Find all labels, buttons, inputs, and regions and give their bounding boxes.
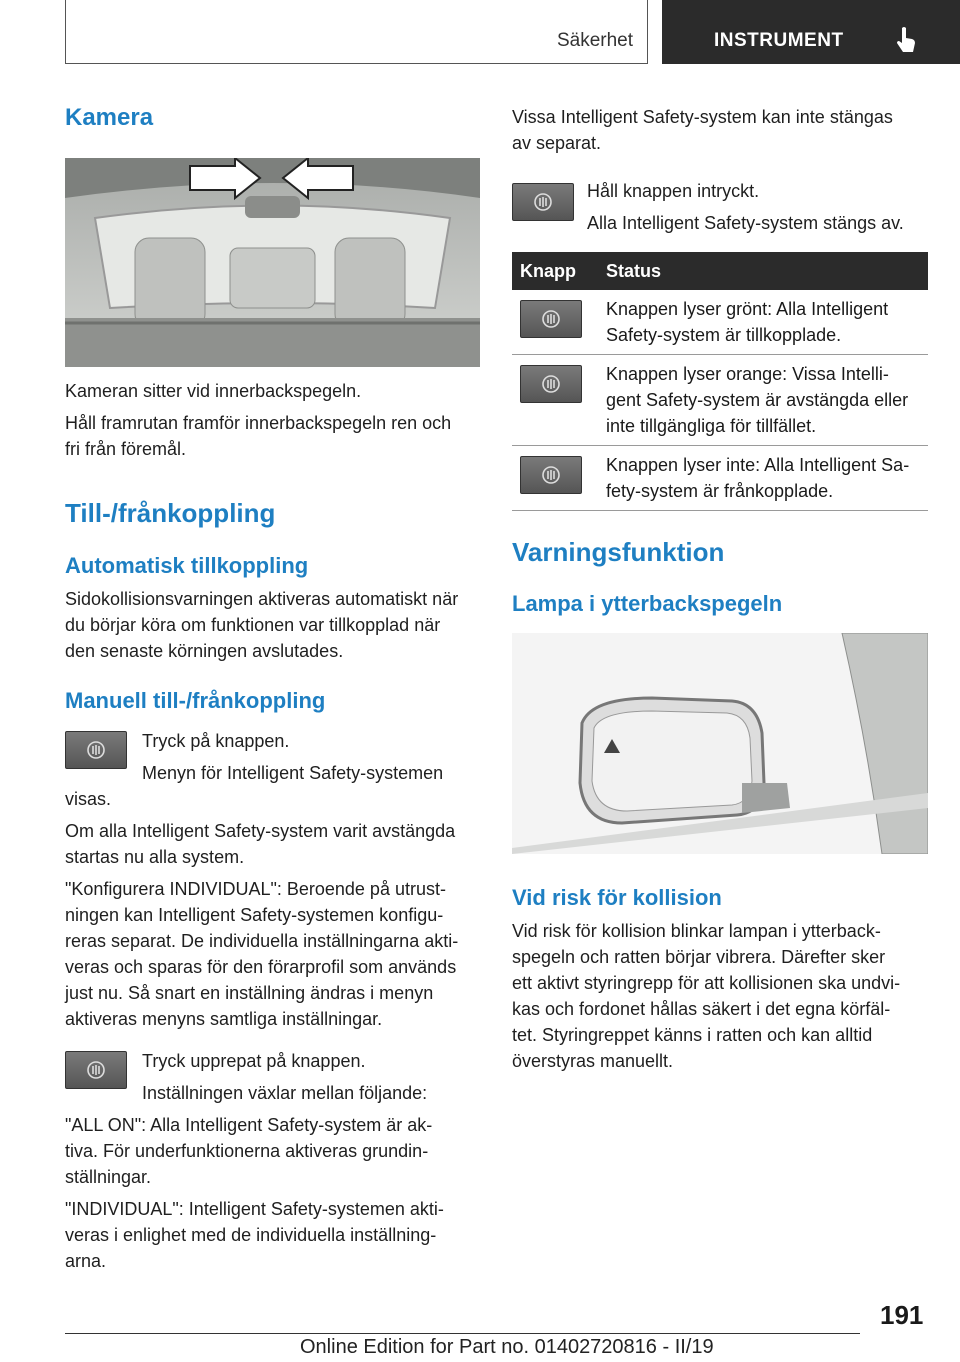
risk-text-6: överstyras manuellt. <box>512 1051 674 1071</box>
camera-text-2b: fri från föremål. <box>65 439 187 459</box>
mirror-photo <box>512 633 928 854</box>
table-header-knapp: Knapp <box>512 252 598 290</box>
camera-heading: Kamera <box>65 104 154 131</box>
repeat-step-1: Tryck upprepat på knappen. <box>142 1051 366 1071</box>
camera-photo <box>65 158 480 367</box>
section-title: Säkerhet <box>556 30 633 51</box>
manual-step-1: Tryck på knappen. <box>142 731 290 751</box>
manual-p2-1: "Konfigurera INDIVIDUAL": Beroende på utrust- <box>65 879 446 899</box>
table-row <box>512 446 928 511</box>
manual-step-2a: Menyn för Intelligent Safety-systemen <box>142 763 444 783</box>
intro-text-2: av separat. <box>512 133 602 153</box>
header-section-tab <box>65 0 648 64</box>
allon-text-3: ställningar. <box>65 1167 152 1187</box>
hold-step-2: Alla Intelligent Safety-system stängs av. <box>587 213 904 233</box>
repeat-step-2: Inställningen växlar mellan följande: <box>142 1083 428 1103</box>
safety-button-icon <box>520 456 582 494</box>
auto-text-3: den senaste körningen avslutades. <box>65 641 344 661</box>
status-line: Safety-system är tillkopplade. <box>606 325 842 345</box>
status-line: inte tillgängliga för tillfället. <box>606 416 817 436</box>
safety-button-icon <box>520 365 582 403</box>
status-line: gent Safety-system är avstängda eller <box>606 390 909 410</box>
manual-p2-3: reras separat. De individuella inställningarna akti- <box>65 931 459 951</box>
status-line: Knappen lyser orange: Vissa Intelli- <box>606 364 889 384</box>
header-chapter-tab[interactable] <box>662 0 960 64</box>
manual-p2-6: aktiveras menyns samtliga inställningar. <box>65 1009 383 1029</box>
table-row <box>512 290 928 355</box>
individual-text-3: arna. <box>65 1251 107 1271</box>
manual-step-2b: visas. <box>65 789 112 809</box>
risk-text-3: ett aktivt styringrepp för att kollisionen ska undvi- <box>512 973 901 993</box>
safety-button-icon <box>65 731 127 769</box>
allon-text-2: tiva. För underfunktionerna aktiveras grundin- <box>65 1141 429 1161</box>
intro-text-1: Vissa Intelligent Safety-system kan inte stängas <box>512 107 893 127</box>
individual-text-1: "INDIVIDUAL": Intelligent Safety-systemen akti- <box>65 1199 444 1219</box>
manual-p1-1: Om alla Intelligent Safety-system varit avstängda <box>65 821 456 841</box>
auto-text-1: Sidokollisionsvarningen aktiveras automatiskt när <box>65 589 459 609</box>
risk-text-2: spegeln och ratten börjar vibrera. Därefter sker <box>512 947 886 967</box>
camera-text-1: Kameran sitter vid innerbackspegeln. <box>65 381 362 401</box>
footer-divider <box>65 1333 860 1334</box>
table-header <box>512 252 928 290</box>
risk-text-4: kas och fordonet hållas säkert i det egna körfäl- <box>512 999 891 1019</box>
manual-heading: Manuell till-/frånkoppling <box>65 688 326 713</box>
allon-text-1: "ALL ON": Alla Intelligent Safety-system är ak- <box>65 1115 433 1135</box>
risk-text-5: tet. Styringreppet känns i ratten och kan alltid <box>512 1025 873 1045</box>
manual-p2-4: veras och sparas för den förarprofil som används <box>65 957 457 977</box>
table-row <box>512 355 928 446</box>
hold-step-1: Håll knappen intryckt. <box>587 181 760 201</box>
risk-text-1: Vid risk för kollision blinkar lampan i ytterback- <box>512 921 881 941</box>
pointing-hand-icon <box>896 26 916 54</box>
individual-text-2: veras i enlighet med de individuella inställning- <box>65 1225 437 1245</box>
manual-p1-2: startas nu alla system. <box>65 847 245 867</box>
status-line: Knappen lyser grönt: Alla Intelligent <box>606 299 889 319</box>
auto-heading: Automatisk tillkoppling <box>65 553 309 578</box>
safety-button-icon <box>512 183 574 221</box>
camera-text-2a: Håll framrutan framför innerbackspegeln ren och <box>65 413 452 433</box>
status-line: Knappen lyser inte: Alla Intelligent Sa- <box>606 455 910 475</box>
risk-heading: Vid risk för kollision <box>512 885 722 910</box>
safety-button-icon <box>65 1051 127 1089</box>
table-header-status: Status <box>598 252 928 290</box>
footer-edition: Online Edition for Part no. 01402720816 - II/19 <box>300 1336 714 1358</box>
status-line: fety-system är frånkopplade. <box>606 481 834 501</box>
warning-heading: Varningsfunktion <box>512 537 725 567</box>
onoff-heading: Till-/frånkoppling <box>65 498 276 528</box>
chapter-title: INSTRUMENT <box>714 30 844 51</box>
manual-p2-2: ningen kan Intelligent Safety-systemen konfigu- <box>65 905 444 925</box>
page-number: 191 <box>880 1300 924 1330</box>
button-status-table <box>512 252 928 511</box>
auto-text-2: du börjar köra om funktionen var tillkopplad när <box>65 615 441 635</box>
manual-p2-5: just nu. Så snart en inställning ändras i menyn <box>65 983 434 1003</box>
safety-button-icon <box>520 300 582 338</box>
lamp-heading: Lampa i ytterbackspegeln <box>512 591 783 616</box>
